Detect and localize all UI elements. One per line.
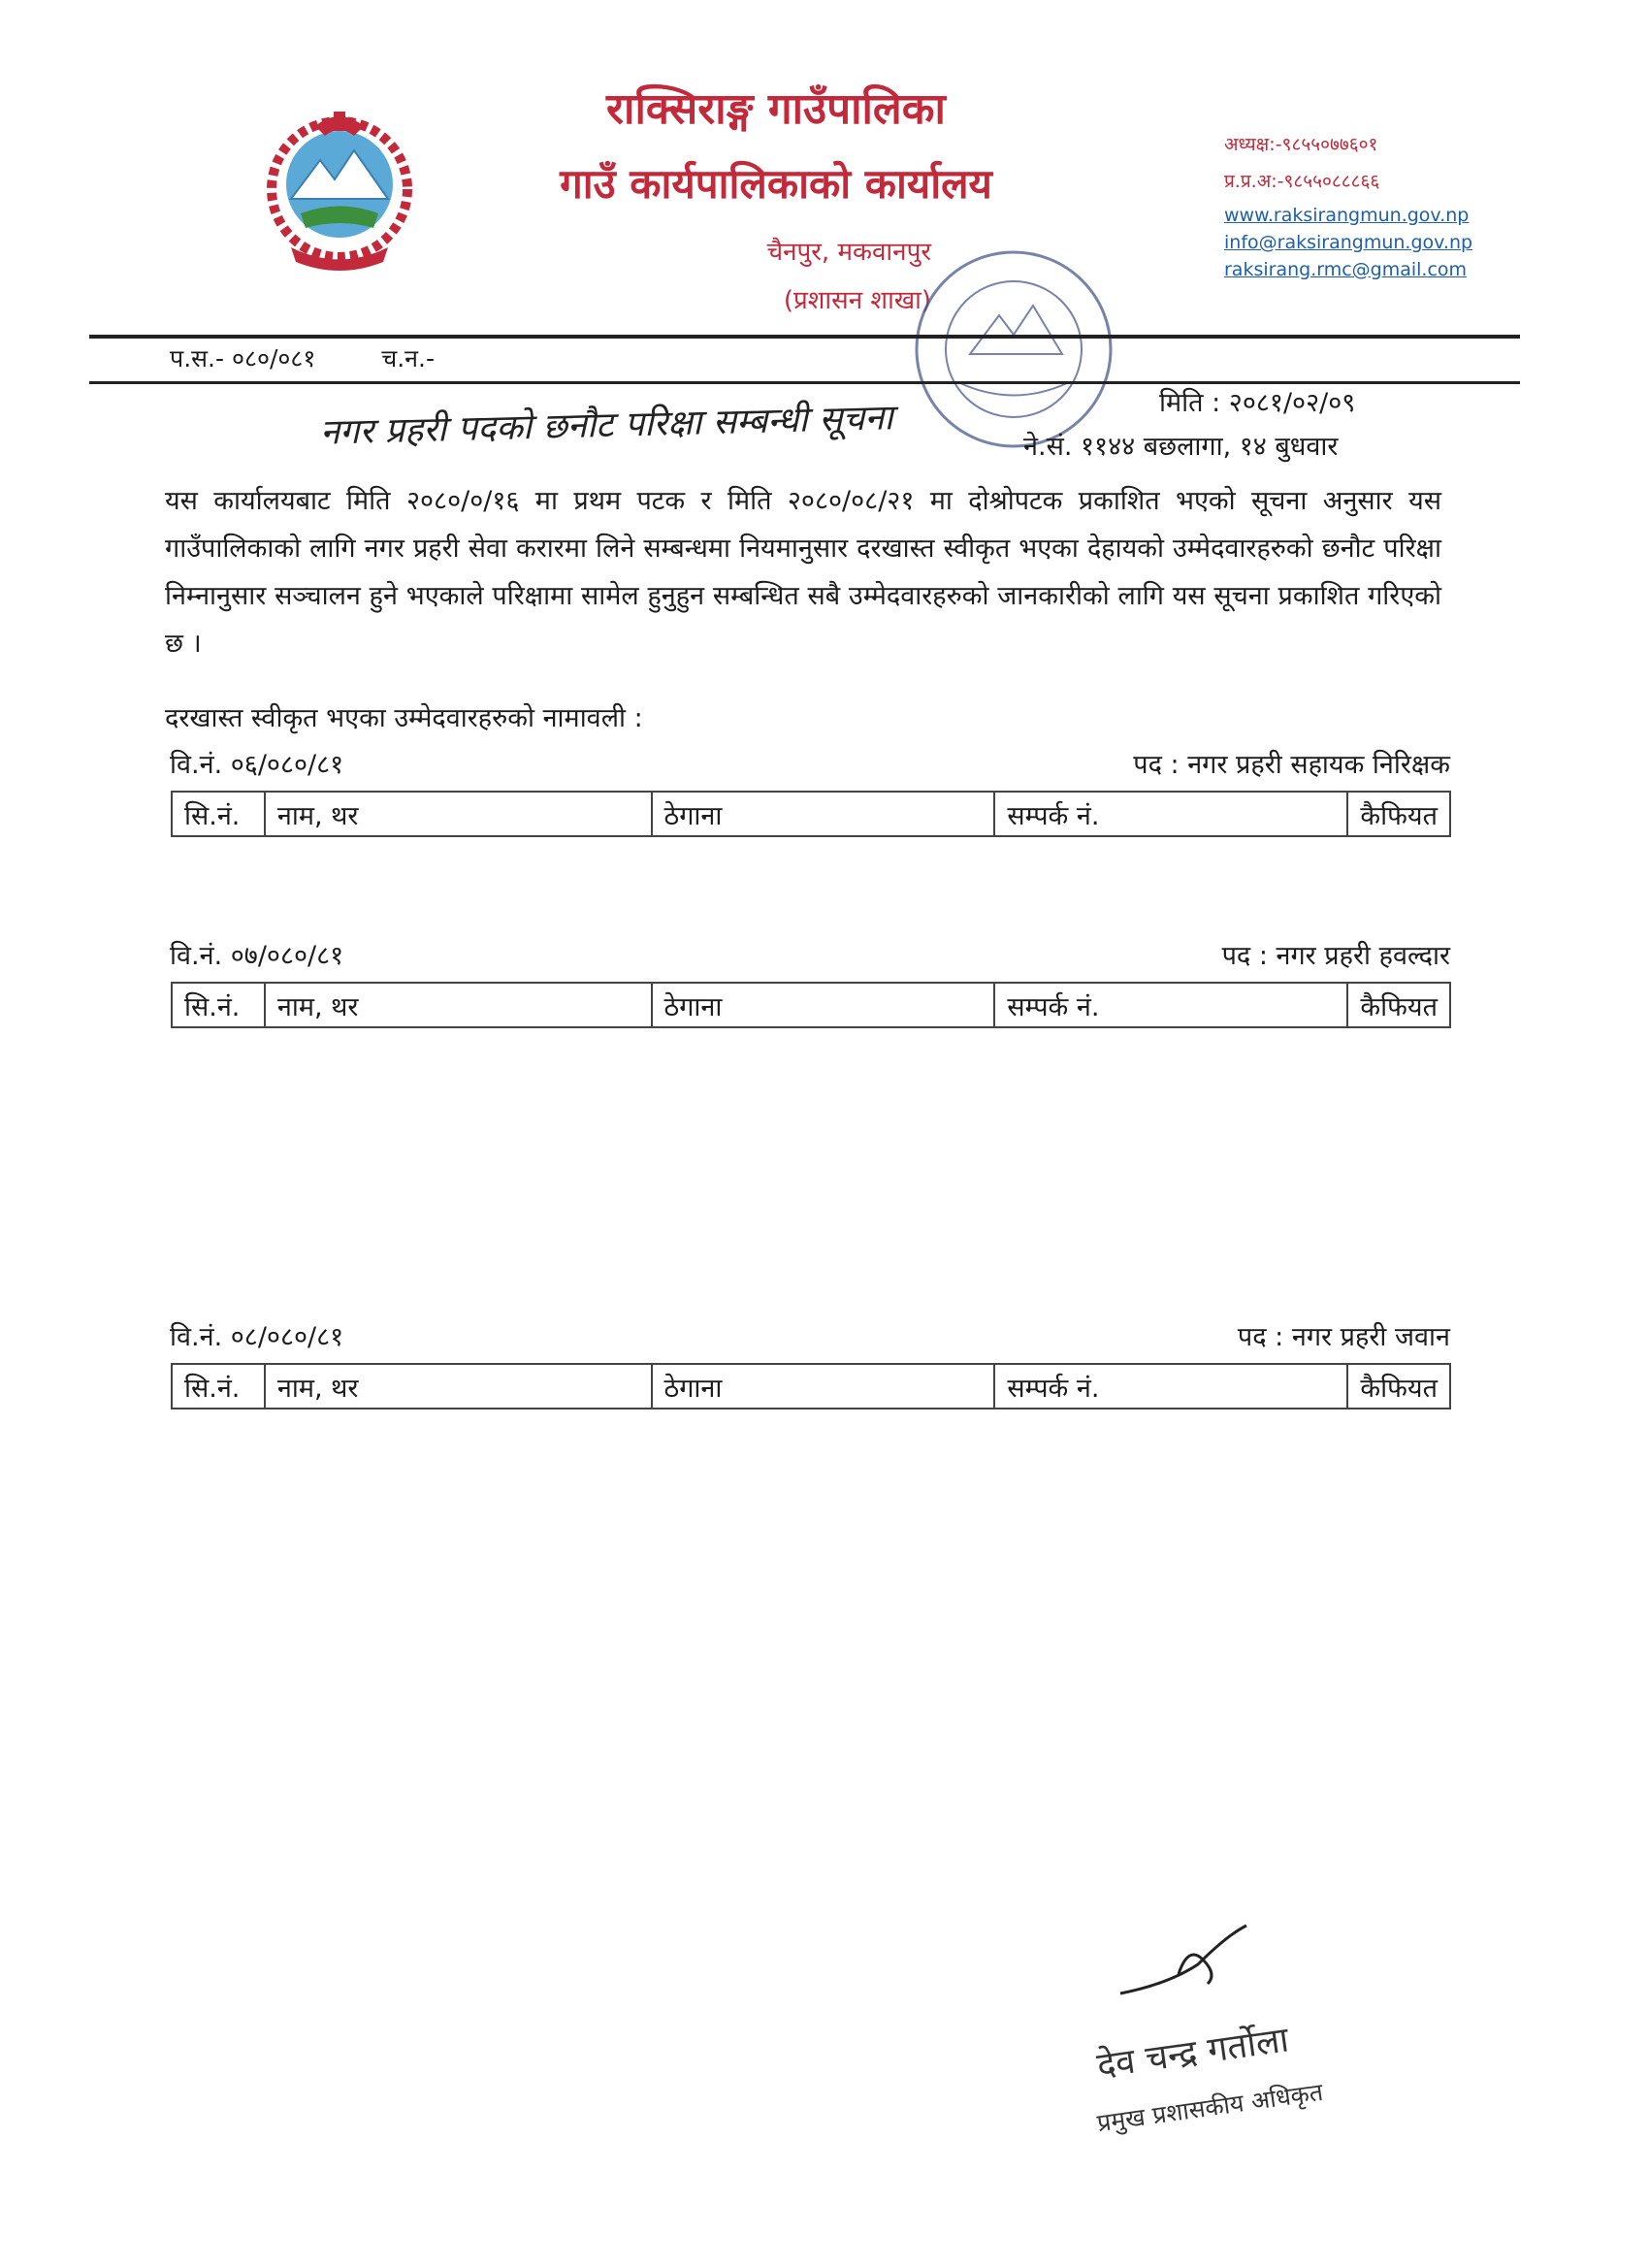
col-sn: सि.नं. (172, 983, 265, 1027)
col-address: ठेगाना (652, 1364, 995, 1409)
col-remarks: कैफियत (1347, 1364, 1450, 1409)
phone-cao: प्र.प्र.अ:-९८५५०८८८६६ (1224, 171, 1380, 192)
col-sn: सि.नं. (172, 792, 265, 836)
table-header-row (172, 792, 1450, 836)
notice-body: यस कार्यालयबाट मिति २०८०/०/१६ मा प्रथम पटक र मिति २०८०/०८/२१ मा दोश्रोपटक प्रकाशित भएको सूचना अनुसार यस गाउँपालिकाको लागि नगर प्रहरी सेवा करारमा लिने सम्बन्धमा नियमानुसार दरखास्त स्वीकृत भएका देहायको उम्मेदवारहरुको छनौट परिक्षा निम्नानुसार सञ्चालन हुने भएकाले परिक्षामा सामेल हुनुहुन सम्बन्धित सबै उम्मेदवारहरुको जानकारीको लागि यस सूचना प्रकाशित गरिएको छ । (165, 486, 1441, 659)
nepal-emblem-icon (262, 107, 417, 276)
signature-mark-icon (1111, 1916, 1266, 2013)
header-divider-top (89, 335, 1520, 339)
col-remarks: कैफियत (1347, 983, 1450, 1027)
email-info-link[interactable]: info@raksirangmun.gov.np (1224, 232, 1473, 253)
advertisement-number: वि.नं. ०७/०८०/८१ (170, 941, 344, 971)
col-sn: सि.नं. (172, 1364, 265, 1409)
col-contact: सम्पर्क नं. (994, 792, 1347, 836)
post-title: पद : नगर प्रहरी सहायक निरिक्षक (1133, 750, 1450, 780)
dispatch-number: च.न.- (381, 344, 436, 373)
branch-name: (प्रशासन शाखा) (783, 286, 931, 315)
table-header-row (172, 1364, 1450, 1409)
post-title: पद : नगर प्रहरी हवल्दार (1221, 941, 1450, 971)
candidate-list-title: दरखास्त स्वीकृत भएका उम्मेदवारहरुको नामावली : (165, 703, 643, 733)
website-link[interactable]: www.raksirangmun.gov.np (1224, 205, 1470, 226)
section-header (170, 936, 1450, 975)
table-header-row (172, 983, 1450, 1027)
office-name: गाउँ कार्यपालिकाको कार्यालय (560, 160, 992, 208)
candidate-table (171, 1363, 1451, 1409)
col-name: नाम, थर (265, 1364, 652, 1409)
col-address: ठेगाना (652, 983, 995, 1027)
section-header (170, 1317, 1450, 1356)
reference-line (170, 341, 493, 374)
candidate-table (171, 791, 1451, 837)
post-title: पद : नगर प्रहरी जवान (1237, 1322, 1450, 1352)
letter-number: प.स.- ०८०/०८१ (170, 344, 316, 373)
signatory-name: देव चन्द्र गर्तोला (1094, 2020, 1292, 2087)
nepal-sambat-date: ने.सं. ११४४ बछलागा, १४ बुधवार (1023, 432, 1339, 462)
contact-block (1224, 131, 1515, 286)
date-line: मिति : २०८१/०२/०९ (1159, 388, 1356, 418)
email-gmail-link[interactable]: raksirang.rmc@gmail.com (1224, 259, 1468, 280)
col-name: नाम, थर (265, 792, 652, 836)
office-address: चैनपुर, मकवानपुर (766, 238, 931, 267)
org-name: राक्सिराङ्ग गाउँपालिका (606, 84, 946, 134)
advertisement-number: वि.नं. ०६/०८०/८१ (170, 750, 344, 780)
section-header (170, 745, 1450, 784)
notice-subject: नगर प्रहरी पदको छनौट परिक्षा सम्बन्धी सूचना (319, 398, 894, 453)
candidate-table (171, 982, 1451, 1028)
col-contact: सम्पर्क नं. (994, 983, 1347, 1027)
col-name: नाम, थर (265, 983, 652, 1027)
signatory-title: प्रमुख प्रशासकीय अधिकृत (1095, 2077, 1325, 2138)
col-address: ठेगाना (652, 792, 995, 836)
col-contact: सम्पर्क नं. (994, 1364, 1347, 1409)
phone-chair: अध्यक्ष:-९८५५०७७६०१ (1224, 134, 1378, 155)
col-remarks: कैफियत (1347, 792, 1450, 836)
advertisement-number: वि.नं. ०८/०८०/८१ (170, 1322, 344, 1352)
